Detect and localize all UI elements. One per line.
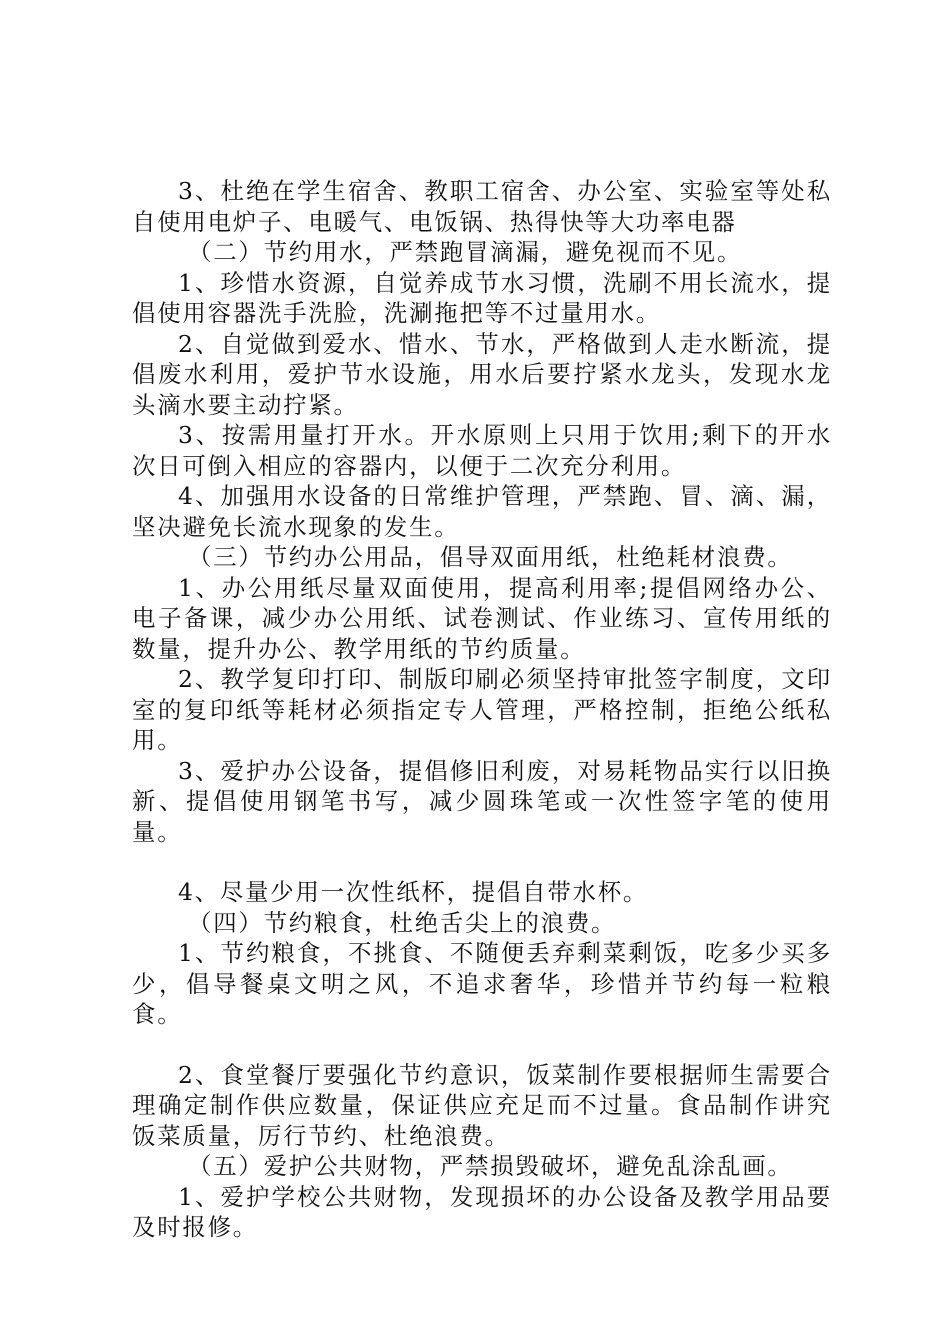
paragraph-item-3-4: 4、尽量少用一次性纸杯，提倡自带水杯。	[178, 878, 649, 906]
section-heading-2: （二）节约用水，严禁跑冒滴漏，避免视而不见。	[188, 238, 743, 266]
paragraph-item-3-3: 3、爱护办公设备，提倡修旧利废，对易耗物品实行以旧换新、提倡使用钢笔书写，减少圆珠笔或一次性签字笔的使用量。	[132, 756, 832, 846]
paragraph-item-2-2: 2、自觉做到爱水、惜水、节水，严格做到人走水断流，提倡废水利用，爱护节水设施，用水后要拧紧水龙头，发现水龙头滴水要主动拧紧。	[132, 329, 832, 419]
paragraph-item-2-4: 4、加强用水设备的日常维护管理，严禁跑、冒、滴、漏，坚决避免长流水现象的发生。	[132, 482, 832, 541]
paragraph-item-4-1: 1、节约粮食，不挑食、不随便丢弃剩菜剩饭，吃多少买多少，倡导餐桌文明之风，不追求奢华，珍惜并节约每一粒粮食。	[132, 939, 832, 1028]
paragraph-item-2-3: 3、按需用量打开水。开水原则上只用于饮用;剩下的开水次日可倒入相应的容器内，以便于二次充分利用。	[132, 421, 832, 480]
section-heading-4: （四）节约粮食，杜绝舌尖上的浪费。	[188, 908, 617, 937]
section-heading-5: （五）爱护公共财物，严禁损毁破坏，避免乱涂乱画。	[188, 1152, 793, 1180]
paragraph-item-3-2: 2、教学复印打印、制版印刷必须坚持审批签字制度，文印室的复印纸等耗材必须指定专人管理，严格控制，拒绝公纸私用。	[132, 665, 832, 754]
paragraph-item-4-2: 2、食堂餐厅要强化节约意识，饭菜制作要根据师生需要合理确定制作供应数量，保证供应充足而不过量。食品制作讲究饭菜质量，厉行节约、杜绝浪费。	[132, 1060, 832, 1150]
document-body	[132, 176, 832, 1243]
paragraph-item-2-1: 1、珍惜水资源，自觉养成节水习惯，洗刷不用长流水，提倡使用容器洗手洗脸，洗涮拖把等不过量用水。	[132, 268, 832, 327]
section-heading-3: （三）节约办公用品，倡导双面用纸，杜绝耗材浪费。	[188, 543, 793, 571]
paragraph-item-5-1: 1、爱护学校公共财物，发现损坏的办公设备及教学用品要及时报修。	[132, 1182, 832, 1241]
paragraph-item-3-1: 1、办公用纸尽量双面使用，提高利用率;提倡网络办公、电子备课，减少办公用纸、试卷测试、作业练习、宣传用纸的数量，提升办公、教学用纸的节约质量。	[132, 573, 832, 663]
paragraph-item-1-3: 3、杜绝在学生宿舍、教职工宿舍、办公室、实验室等处私自使用电炉子、电暖气、电饭锅、热得快等大功率电器	[132, 177, 832, 236]
